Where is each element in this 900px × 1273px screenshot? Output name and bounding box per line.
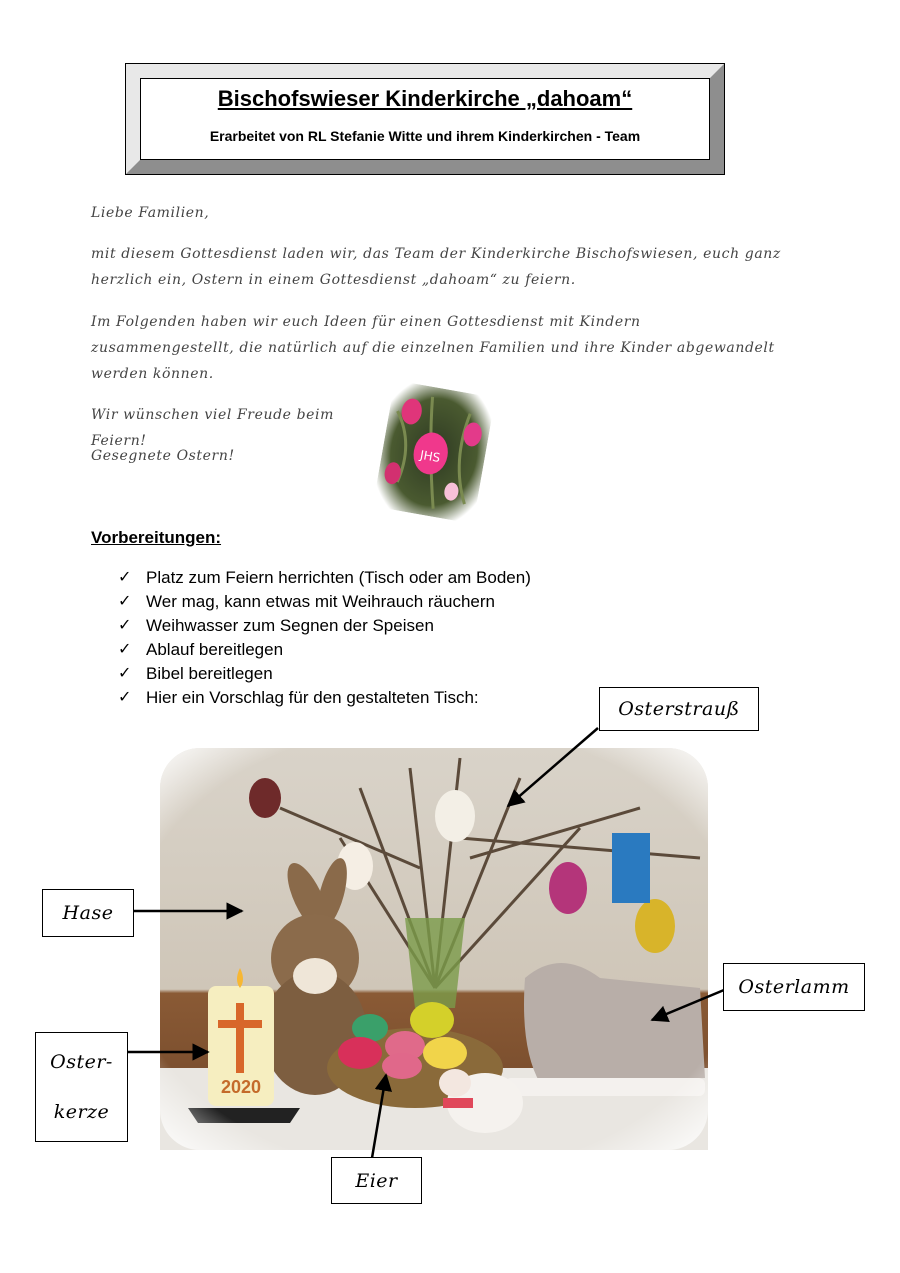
list-item: ✓ Platz zum Feiern herrichten (Tisch oder am Boden) bbox=[118, 566, 531, 590]
page-title: Bischofswieser Kinderkirche „dahoam“ bbox=[217, 86, 633, 111]
letter-closing: Gesegnete Ostern! bbox=[91, 448, 235, 464]
label-osterkerze bbox=[35, 1032, 128, 1142]
letter-paragraph-1-line-1: mit diesem Gottesdienst laden wir, das Team der Kinderkirche Bischofswiesen, euch ganz bbox=[91, 246, 781, 262]
checkmark-icon: ✓ bbox=[118, 689, 132, 706]
header-inner bbox=[140, 78, 710, 160]
label-osterkerze-line-1: Oster- bbox=[50, 1051, 113, 1073]
list-item: ✓ Weihwasser zum Segnen der Speisen bbox=[118, 614, 531, 638]
label-osterstrauss: Osterstrauß bbox=[599, 687, 759, 731]
letter-paragraph-2 bbox=[91, 309, 791, 387]
easter-egg-photo bbox=[373, 380, 496, 524]
label-eier: Eier bbox=[331, 1157, 422, 1204]
label-hase: Hase bbox=[42, 889, 134, 937]
label-osterkerze-line-2: kerze bbox=[53, 1101, 110, 1123]
letter-paragraph-2-line-2: zusammengestellt, die natürlich auf die einzelnen Familien und ihre Kinder abgewandelt bbox=[91, 340, 775, 356]
list-item: ✓ Ablauf bereitlegen bbox=[118, 638, 531, 662]
preparations-list bbox=[118, 566, 531, 710]
checkmark-icon: ✓ bbox=[118, 617, 132, 634]
preparations-title: Vorbereitungen: bbox=[91, 528, 222, 547]
checkmark-icon: ✓ bbox=[118, 593, 132, 610]
header-frame bbox=[126, 64, 724, 174]
checkmark-icon: ✓ bbox=[118, 665, 132, 682]
letter-paragraph-2-line-3: werden können. bbox=[91, 366, 214, 382]
page-subtitle: Erarbeitet von RL Stefanie Witte und ihrem Kinderkirchen - Team bbox=[209, 128, 641, 144]
jhs-egg-text: JHS bbox=[419, 447, 442, 466]
letter-paragraph-2-line-1: Im Folgenden haben wir euch Ideen für einen Gottesdienst mit Kindern bbox=[91, 314, 641, 330]
letter-wish: Wir wünschen viel Freude beim Feiern! bbox=[91, 407, 334, 449]
letter-paragraph-1 bbox=[91, 241, 791, 293]
list-item: ✓ Wer mag, kann etwas mit Weihrauch räuchern bbox=[118, 590, 531, 614]
checkmark-icon: ✓ bbox=[118, 569, 132, 586]
list-item: ✓ Hier ein Vorschlag für den gestalteten Tisch: bbox=[118, 686, 531, 710]
label-osterlamm: Osterlamm bbox=[723, 963, 865, 1011]
checkmark-icon: ✓ bbox=[118, 641, 132, 658]
easter-table-photo bbox=[160, 748, 708, 1150]
letter-paragraph-1-line-2: herzlich ein, Ostern in einem Gottesdienst „dahoam“ zu feiern. bbox=[91, 272, 576, 288]
letter-greeting: Liebe Familien, bbox=[91, 205, 210, 221]
list-item: ✓ Bibel bereitlegen bbox=[118, 662, 531, 686]
